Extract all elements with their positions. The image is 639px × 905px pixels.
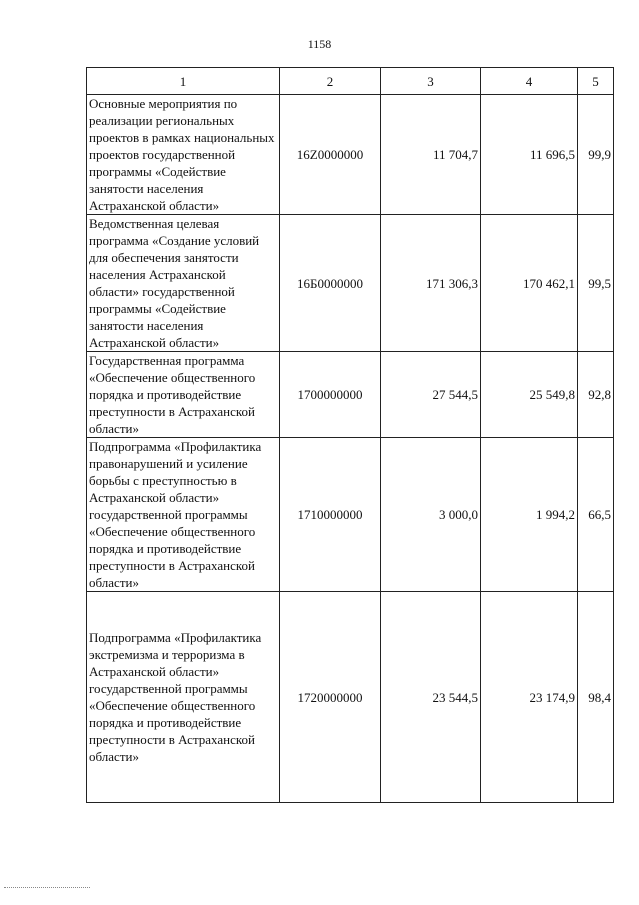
executed-amount-cell: 25 549,8 [481, 352, 578, 438]
budget-table [86, 67, 614, 803]
program-name-cell: Государственная программа «Обеспечение общественного порядка и противодействие преступности в Астраханской области» [87, 352, 280, 438]
program-name-cell: Основные мероприятия по реализации региональных проектов в рамках национальных проектов государственной программы «Содействие занятости населения Астраханской области» [87, 95, 280, 215]
executed-amount-cell: 11 696,5 [481, 95, 578, 215]
planned-amount-cell: 11 704,7 [381, 95, 481, 215]
program-name-cell: Ведомственная целевая программа «Создание условий для обеспечения занятости населения Астраханской области» государственной программы «Содействие занятости населения Астраханской области» [87, 215, 280, 352]
column-header-4: 4 [481, 68, 578, 95]
scan-edge-mark [4, 887, 90, 888]
executed-amount-cell: 1 994,2 [481, 438, 578, 592]
program-code-cell: 1710000000 [280, 438, 381, 592]
planned-amount-cell: 171 306,3 [381, 215, 481, 352]
column-header-1: 1 [87, 68, 280, 95]
table-row [87, 438, 614, 592]
planned-amount-cell: 3 000,0 [381, 438, 481, 592]
program-code-cell: 1720000000 [280, 592, 381, 803]
percent-cell: 99,5 [578, 215, 614, 352]
percent-cell: 99,9 [578, 95, 614, 215]
program-name-cell: Подпрограмма «Профилактика правонарушений и усиление борьбы с преступностью в Астраханской области» государственной программы «Обеспечение общественного порядка и противодействие преступности в Астраханской области» [87, 438, 280, 592]
column-header-5: 5 [578, 68, 614, 95]
column-header-2: 2 [280, 68, 381, 95]
percent-cell: 66,5 [578, 438, 614, 592]
planned-amount-cell: 27 544,5 [381, 352, 481, 438]
planned-amount-cell: 23 544,5 [381, 592, 481, 803]
program-code-cell: 16Z0000000 [280, 95, 381, 215]
program-name-cell: Подпрограмма «Профилактика экстремизма и терроризма в Астраханской области» государственной программы «Обеспечение общественного порядка и противодействие преступности в Астраханской области» [87, 592, 280, 803]
program-code-cell: 1700000000 [280, 352, 381, 438]
table-row [87, 215, 614, 352]
page-number: 1158 [307, 37, 332, 51]
column-header-3: 3 [381, 68, 481, 95]
percent-cell: 92,8 [578, 352, 614, 438]
executed-amount-cell: 170 462,1 [481, 215, 578, 352]
percent-cell: 98,4 [578, 592, 614, 803]
program-code-cell: 16Б0000000 [280, 215, 381, 352]
table-row [87, 592, 614, 803]
table-header-row [87, 68, 614, 95]
table-row [87, 352, 614, 438]
executed-amount-cell: 23 174,9 [481, 592, 578, 803]
table-row [87, 95, 614, 215]
